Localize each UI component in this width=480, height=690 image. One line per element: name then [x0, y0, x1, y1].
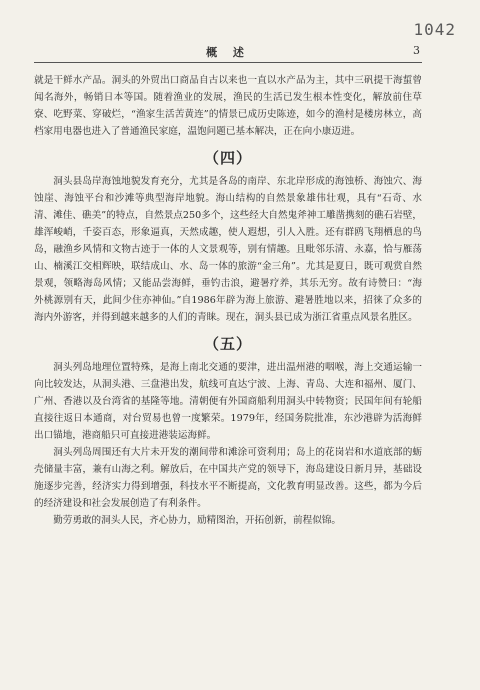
running-title: 概 述 — [206, 46, 250, 59]
paragraph: 洞头列岛周围还有大片未开发的潮间带和滩涂可资利用；岛上的花岗岩和水道底部的蛎壳储量丰富，兼有山海之利。解放后，在中国共产党的领导下，海岛建设日新月异，基础设施逐步完善，经济实力得到增强，科技水平不断提高，文化教育明显改善。这些，都为今后的经济建设和社会发展创造了有利条件。 — [34, 447, 422, 509]
page-header — [34, 44, 422, 63]
paragraph: 就是干鲜水产品。洞头的外贸出口商品自古以来也一直以水产品为主，其中三矾提干海蜇曾闻名海外，畅销日本等国。随着渔业的发展，渔民的生活已发生根本性变化，解放前住草寮、吃野菜、穿破烂，“渔家生活苦黄连”的情景已成历史陈迹，如今的渔村是楼房林立，高档家用电器也进入了普通渔民家庭，温饱问题已基本解决，正在向小康迈进。 — [34, 75, 422, 137]
paragraph: 勤劳勇敢的洞头人民，齐心协力，励精图治，开拓创新，前程似锦。 — [53, 515, 341, 526]
body-text — [34, 72, 422, 529]
paragraph: 洞头列岛地理位置特殊，是海上南北交通的要津，进出温州港的咽喉，海上交通运输一向比较发达，从洞头港、三盘港出发，航线可直达宁波、上海、青岛、大连和福州、厦门、广州、香港以及台湾省的基隆等地。清朝便有外国商船利用洞头中转物资；民国年间有轮船直接往返日本通商，对台贸易也曾一度繁荣。1979年，经国务院批准，东沙港辟为活海鲜出口锚地，港商船只可直接进港装运海鲜。 — [34, 362, 422, 441]
section-heading: （五） — [203, 335, 252, 353]
paragraph: 洞头县岛岸海蚀地貌发育充分，尤其是各岛的南岸、东北岸形成的海蚀桥、海蚀穴、海蚀崖、海蚀平台和沙滩等典型海岸地貌。海山结构的自然景象雄伟壮观，具有“石奇、水清、滩佳、礁美”的特点，自然景点250多个，这些经大自然鬼斧神工雕凿携刻的礁石岩壁，雄浑峻峭，千姿百态，形象逼真，天然成趣，使人遐想，引人入胜。还有群鸥飞翔栖息的鸟岛，融渔乡风情和文物古迹于一体的人文景观等，别有情趣。且毗邻乐清、永嘉，恰与雁荡山、楠溪江交相辉映，联结成山、水、岛一体的旅游“金三角”。尤其是夏日，既可观赏自然景观，领略海岛风情；又能品尝海鲜，垂钓击浪，避暑疗养，其乐无穷。故有诗赞曰：“海外桃源别有天，此间少住亦神仙。”自1986年辟为海上旅游、避暑胜地以来，招徕了众多的海内外游客，并得到越来越多的人们的青睐。现在，洞头县已成为浙江省重点风景名胜区。 — [34, 176, 422, 323]
section-heading: （四） — [203, 149, 252, 167]
page-number: 3 — [413, 44, 420, 57]
archive-stamp: 1042 — [413, 20, 456, 39]
